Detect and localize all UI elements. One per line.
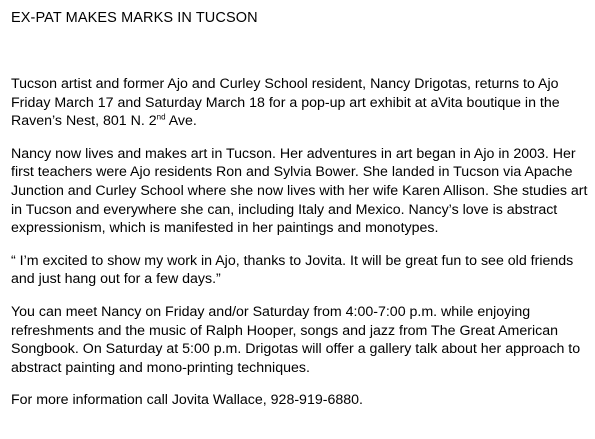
paragraph-event-details: You can meet Nancy on Friday and/or Saturday from 4:00-7:00 p.m. while enjoying refreshments and the music of Ralph Hooper, songs and jazz from The Great American Songbook. On Saturday at 5:00 p.m. Drigotas will offer a gallery talk about her approach to abstract painting and mono-printing techniques. xyxy=(11,303,581,376)
paragraph-intro-text: Tucson artist and former Ajo and Curley School resident, Nancy Drigotas, returns to Ajo Friday March 17 and Saturday March 18 for a pop-up art exhibit at aVita boutique in the Raven’s Nest, 801 N. 2 xyxy=(11,76,560,130)
paragraph-contact: For more information call Jovita Wallace, 928-919-6880. xyxy=(11,392,363,409)
document-body xyxy=(11,9,589,424)
paragraph-quote: “ I’m excited to show my work in Ajo, thanks to Jovita. It will be great fun to see old friends and just hang out for a few days.” xyxy=(11,252,574,288)
paragraph-intro-end: Ave. xyxy=(165,113,197,130)
paragraph-biography: Nancy now lives and makes art in Tucson. Her adventures in art began in Ajo in 2003. Her first teachers were Ajo residents Ron and Sylvia Bower. She landed in Tucson via Apache Junction and Curley School where she now lives with her wife Karen Allison. She studies art in Tucson and everywhere she can, including Italy and Mexico. Nancy’s love is abstract expressionism, which is manifested in her paintings and monotypes. xyxy=(11,145,588,237)
ordinal-superscript: nd xyxy=(156,112,166,122)
document-title: EX-PAT MAKES MARKS IN TUCSON xyxy=(11,10,258,26)
paragraph-intro xyxy=(11,75,589,131)
